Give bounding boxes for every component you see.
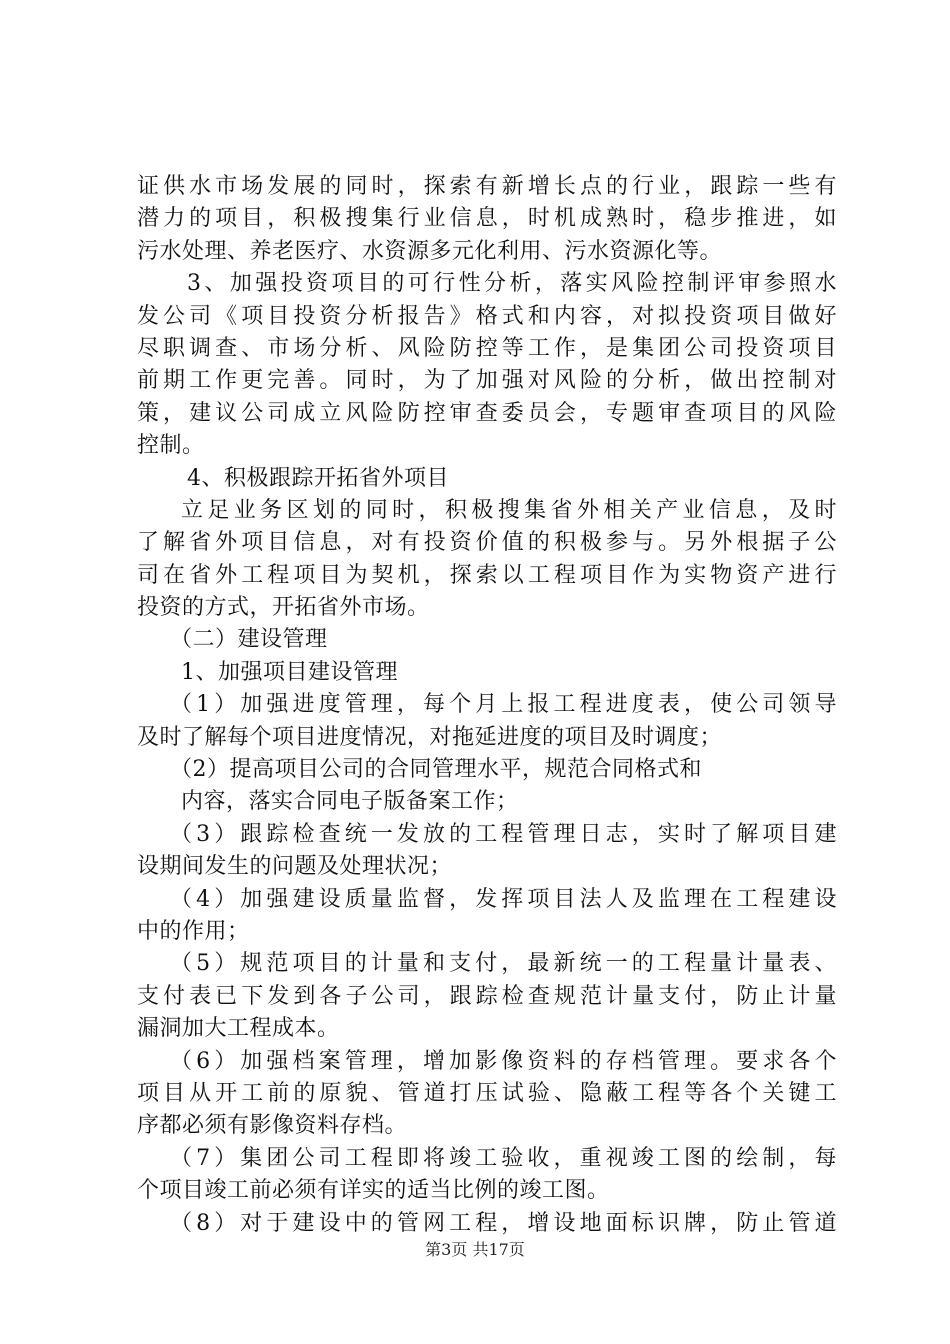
text-line: 证供水市场发展的同时，探索有新增长点的行业，跟踪一些有	[137, 174, 837, 199]
text-line: （5）规范项目的计量和支付，最新统一的工程量计量表、	[170, 951, 837, 977]
text-line: 支付表已下发到各子公司，跟踪检查规范计量支付，防止计量	[137, 983, 837, 1009]
text-line: （3）跟踪检查统一发放的工程管理日志，实时了解项目建	[170, 821, 837, 847]
text-line: （7）集团公司工程即将竣工验收，重视竣工图的绘制，每	[170, 1145, 837, 1171]
text-line: 控制。	[137, 433, 205, 459]
text-line: 发公司《项目投资分析报告》格式和内容，对拟投资项目做好	[137, 303, 837, 329]
text-line: 了解省外项目信息，对有投资价值的积极参与。另外根据子公	[137, 530, 837, 556]
text-line: 个项目竣工前必须有详实的适当比例的竣工图。	[137, 1178, 610, 1204]
text-line: 立足业务区划的同时，积极搜集省外相关产业信息，及时	[181, 497, 837, 523]
text-line: （4）加强建设质量监督，发挥项目法人及监理在工程建设	[170, 886, 837, 912]
text-line: 内容，落实合同电子版备案工作；	[181, 789, 519, 815]
text-line: 污水处理、养老医疗、水资源多元化利用、污水资源化等。	[137, 238, 723, 264]
section-heading: 1、加强项目建设管理	[181, 659, 398, 685]
text-line: （1）加强进度管理，每个月上报工程进度表，使公司领导	[170, 692, 837, 718]
text-line: 中的作用；	[137, 918, 250, 944]
page-number-footer: 第3页 共17页	[425, 1240, 525, 1259]
text-line: 序都必须有影像资料存档。	[137, 1113, 408, 1139]
text-line: 尽职调查、市场分析、风险防控等工作，是集团公司投资项目	[137, 335, 837, 361]
text-line: 潜力的项目，积极搜集行业信息，时机成熟时，稳步推进，如	[137, 206, 837, 232]
text-line: 前期工作更完善。同时，为了加强对风险的分析，做出控制对	[137, 368, 837, 394]
text-line: （2）提高项目公司的合同管理水平，规范合同格式和	[170, 757, 702, 783]
body-text	[137, 171, 837, 1240]
text-line: （8）对于建设中的管网工程，增设地面标识牌，防止管道	[170, 1210, 837, 1236]
text-line: 3、加强投资项目的可行性分析，落实风险控制评审参照水	[187, 271, 837, 297]
text-line: 策，建议公司成立风险防控审查委员会，专题审查项目的风险	[137, 400, 837, 426]
text-line: 及时了解每个项目进度情况，对拖延进度的项目及时调度；	[137, 724, 723, 750]
text-line: 投资的方式，开拓省外市场。	[137, 595, 430, 621]
text-line: 漏洞加大工程成本。	[137, 1016, 340, 1042]
text-line: 设期间发生的问题及处理状况；	[137, 854, 453, 880]
text-line: 项目从开工前的原貌、管道打压试验、隐蔽工程等各个关键工	[137, 1080, 837, 1106]
section-heading: 4、积极跟踪开拓省外项目	[187, 465, 449, 491]
text-line: （6）加强档案管理，增加影像资料的存档管理。要求各个	[170, 1048, 837, 1074]
text-line: 司在省外工程项目为契机，探索以工程项目作为实物资产进行	[137, 562, 837, 588]
section-heading: （二）建设管理	[170, 627, 328, 653]
